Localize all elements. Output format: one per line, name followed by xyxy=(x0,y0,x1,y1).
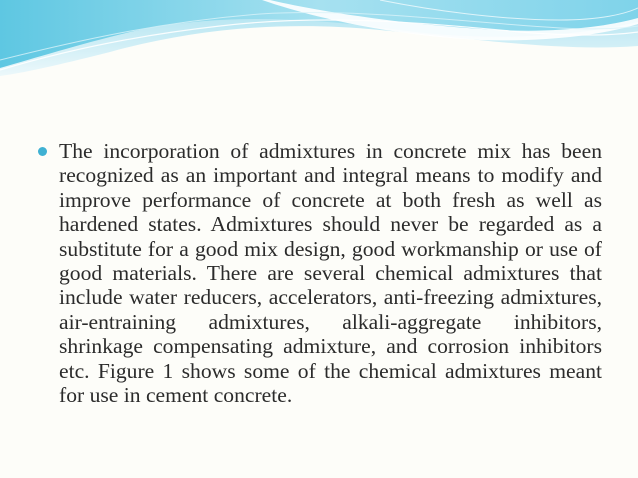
slide-content xyxy=(36,139,602,407)
bullet-dot-icon xyxy=(38,147,47,156)
bullet-item xyxy=(36,139,602,407)
header-wave-decoration xyxy=(0,0,638,80)
bullet-text: The incorporation of admixtures in concrete mix has been recognized as an important and integral means to modify and improve performance of concrete at both fresh as well as hardened states. Admixtures should never be regarded as a substitute for a good mix design, good workmanship or use of good materials. There are several chemical admixtures that include water reducers, accelerators, anti-freezing admixtures, air-entraining admixtures, alkali-aggregate inhibitors, shrinkage compensating admixture, and corrosion inhibitors etc. Figure 1 shows some of the chemical admixtures meant for use in cement concrete. xyxy=(59,139,602,408)
